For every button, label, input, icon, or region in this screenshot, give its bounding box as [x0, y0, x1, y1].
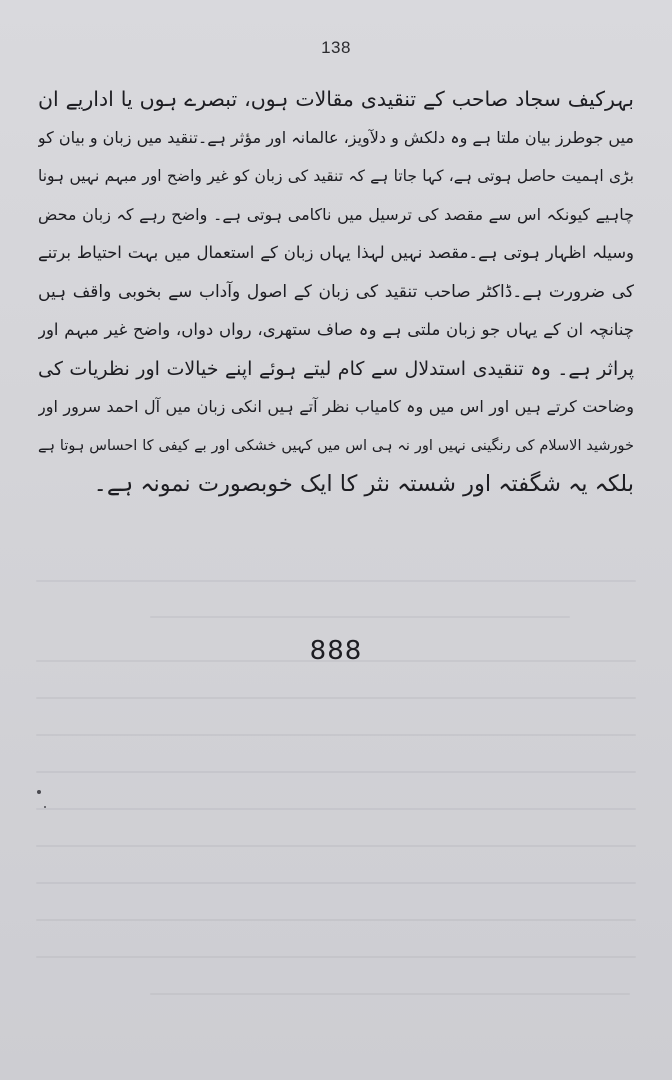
paragraph-line: بڑی اہمیت حاصل ہوتی ہے، کہا جاتا ہے کہ تنقید کی زبان کو غیر واضح اور مبہم نہیں ہونا — [38, 167, 634, 185]
bleed-through-line — [36, 919, 636, 921]
paragraph-line: چاہیے کیونکہ اس سے مقصد کی ترسیل میں ناکامی ہوتی ہے۔ واضح رہے کہ زبان محض — [38, 204, 634, 224]
paragraph-line: چنانچہ ان کے یہاں جو زبان ملتی ہے وہ صاف ستھری، رواں دواں، واضح غیر مبہم اور — [38, 320, 634, 339]
section-separator: 888 — [309, 636, 363, 666]
bleed-through-line — [150, 616, 570, 618]
bleed-through-line — [36, 808, 636, 810]
paragraph-line: بہرکیف سجاد صاحب کے تنقیدی مقالات ہوں، تبصرے ہوں یا اداریے ان — [38, 87, 634, 111]
paragraph-line: وضاحت کرتے ہیں اور اس میں وہ کامیاب نظر آتے ہیں انکی زبان میں آل احمد سرور اور — [38, 397, 634, 416]
bleed-through-line — [36, 845, 636, 847]
paragraph-line: کی ضرورت ہے۔ڈاکٹر صاحب تنقید کی زبان کے اصول وآداب سے بخوبی واقف ہیں — [38, 281, 634, 302]
paragraph-line: خورشید الاسلام کی رنگینی نہیں اور نہ ہی اس میں کہیں خشکی اور بے کیفی کا احساس ہوتا ہے — [38, 437, 634, 454]
paragraph-line: میں جوطرز بیان ملتا ہے وہ دلکش و دلآویز، عالمانہ اور مؤثر ہے۔تنقید میں زبان و بیان کو — [38, 127, 634, 147]
bleed-through-line — [36, 580, 636, 582]
bleed-through-line — [36, 956, 636, 958]
bleed-through-line — [36, 697, 636, 699]
paragraph-line: پراثر ہے۔ وہ تنقیدی استدلال سے کام لیتے ہوئے اپنے خیالات اور نظریات کی — [38, 357, 634, 380]
urdu-paragraph — [38, 80, 634, 504]
bleed-through-line — [36, 734, 636, 736]
bleed-through-line — [36, 771, 636, 773]
bleed-through-line — [150, 993, 630, 995]
ink-speck — [37, 790, 41, 794]
bleed-through-line — [36, 660, 636, 662]
paragraph-line: بلکہ یہ شگفتہ اور شستہ نثر کا ایک خوبصورت نمونہ ہے۔ — [93, 471, 634, 497]
bleed-through-line — [36, 882, 636, 884]
page-number: 138 — [321, 38, 351, 57]
paragraph-line: وسیلہ اظہار ہوتی ہے۔مقصد نہیں لہذا یہاں زبان کے استعمال میں بہت احتیاط برتنے — [38, 243, 634, 262]
ink-speck — [44, 806, 46, 808]
